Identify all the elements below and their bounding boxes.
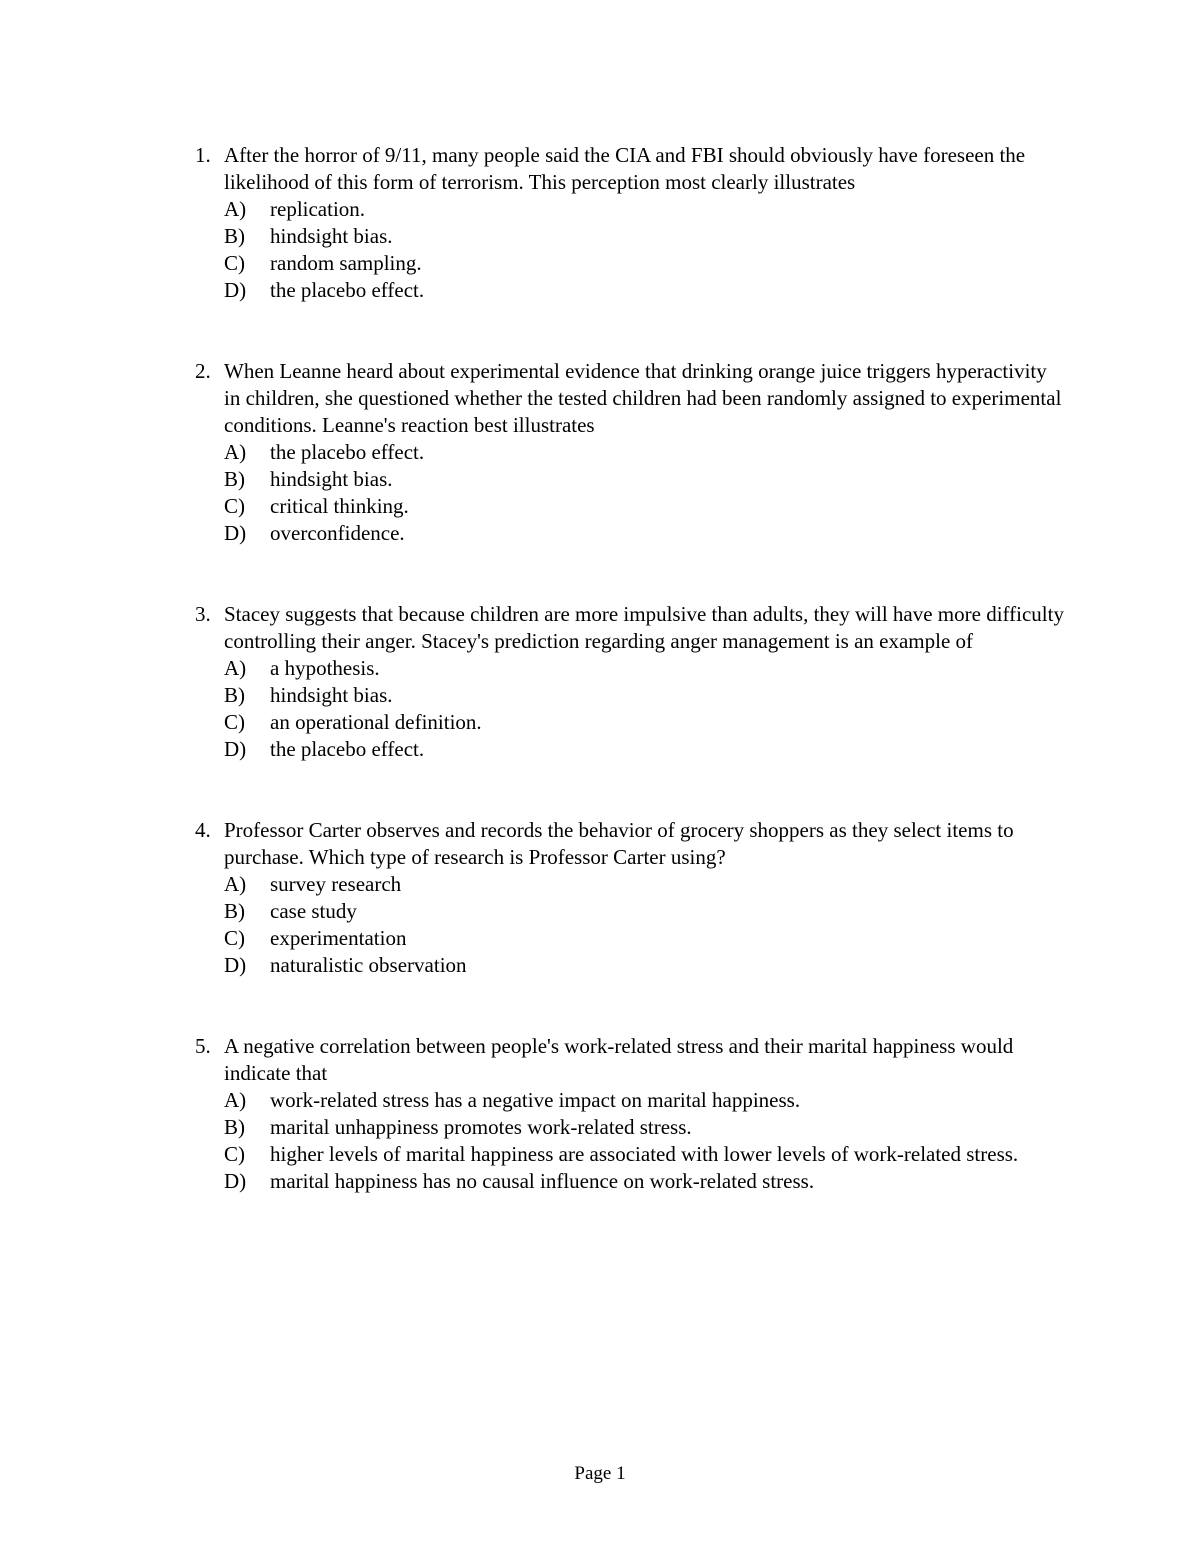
option-text: overconfidence. <box>270 521 405 545</box>
answer-option-b <box>224 1114 1065 1141</box>
question-number: 3. <box>195 602 211 626</box>
question-number: 2. <box>195 359 211 383</box>
option-text: the placebo effect. <box>270 278 425 302</box>
answer-option-d <box>224 277 1065 304</box>
answer-option-d <box>224 1168 1065 1195</box>
question-4 <box>195 817 1065 979</box>
option-text: critical thinking. <box>270 494 409 518</box>
option-letter: D) <box>224 278 247 302</box>
option-text: case study <box>270 899 357 923</box>
question-stem: Professor Carter observes and records the behavior of grocery shoppers as they select items to purchase. Which type of research is Professor Carter using? <box>224 818 1014 869</box>
question-3 <box>195 601 1065 763</box>
answer-option-a <box>224 871 1065 898</box>
question-number: 4. <box>195 818 211 842</box>
answer-options <box>224 439 1065 547</box>
answer-option-d <box>224 952 1065 979</box>
option-text: a hypothesis. <box>270 656 380 680</box>
option-letter: B) <box>224 683 245 707</box>
option-letter: B) <box>224 1115 245 1139</box>
option-letter: A) <box>224 1088 247 1112</box>
answer-option-d <box>224 520 1065 547</box>
answer-option-a <box>224 1087 1065 1114</box>
option-letter: B) <box>224 899 245 923</box>
option-letter: A) <box>224 197 247 221</box>
option-text: the placebo effect. <box>270 440 425 464</box>
answer-options <box>224 871 1065 979</box>
option-text: work-related stress has a negative impact on marital happiness. <box>270 1088 801 1112</box>
option-letter: D) <box>224 737 247 761</box>
option-text: hindsight bias. <box>270 467 393 491</box>
question-number: 5. <box>195 1034 211 1058</box>
answer-option-c <box>224 925 1065 952</box>
option-letter: C) <box>224 926 245 950</box>
option-letter: A) <box>224 872 247 896</box>
answer-option-c <box>224 250 1065 277</box>
option-text: higher levels of marital happiness are associated with lower levels of work-related stress. <box>270 1142 1019 1166</box>
option-text: random sampling. <box>270 251 422 275</box>
option-text: marital happiness has no causal influence on work-related stress. <box>270 1169 815 1193</box>
option-letter: C) <box>224 710 245 734</box>
question-2 <box>195 358 1065 547</box>
answer-option-d <box>224 736 1065 763</box>
answer-option-a <box>224 439 1065 466</box>
answer-options <box>224 1087 1065 1195</box>
question-stem: A negative correlation between people's work-related stress and their marital happiness would indicate that <box>224 1034 1014 1085</box>
option-letter: A) <box>224 656 247 680</box>
option-text: an operational definition. <box>270 710 482 734</box>
option-letter: D) <box>224 953 247 977</box>
answer-option-c <box>224 709 1065 736</box>
option-text: replication. <box>270 197 366 221</box>
answer-option-b <box>224 466 1065 493</box>
answer-options <box>224 655 1065 763</box>
option-text: marital unhappiness promotes work-related stress. <box>270 1115 692 1139</box>
option-text: naturalistic observation <box>270 953 467 977</box>
answer-option-c <box>224 493 1065 520</box>
option-text: experimentation <box>270 926 407 950</box>
answer-option-c <box>224 1141 1065 1168</box>
answer-option-a <box>224 196 1065 223</box>
option-letter: B) <box>224 224 245 248</box>
option-text: hindsight bias. <box>270 683 393 707</box>
question-stem: After the horror of 9/11, many people said the CIA and FBI should obviously have foreseen the likelihood of this form of terrorism. This perception most clearly illustrates <box>224 143 1026 194</box>
option-letter: D) <box>224 1169 247 1193</box>
option-letter: A) <box>224 440 247 464</box>
option-text: the placebo effect. <box>270 737 425 761</box>
answer-options <box>224 196 1065 304</box>
question-stem: When Leanne heard about experimental evidence that drinking orange juice triggers hyperactivity in children, she questioned whether the tested children had been randomly assigned to experimental conditions. Leanne's reaction best illustrates <box>224 359 1062 437</box>
option-letter: B) <box>224 467 245 491</box>
question-stem: Stacey suggests that because children are more impulsive than adults, they will have more difficulty controlling their anger. Stacey's prediction regarding anger management is an example of <box>224 602 1064 653</box>
option-text: survey research <box>270 872 402 896</box>
answer-option-b <box>224 898 1065 925</box>
document-page <box>0 142 1200 1249</box>
option-letter: C) <box>224 494 245 518</box>
answer-option-b <box>224 223 1065 250</box>
answer-option-a <box>224 655 1065 682</box>
option-letter: D) <box>224 521 247 545</box>
page-number: Page 1 <box>574 1463 626 1484</box>
option-letter: C) <box>224 251 245 275</box>
option-letter: C) <box>224 1142 245 1166</box>
question-1 <box>195 142 1065 304</box>
question-number: 1. <box>195 143 211 167</box>
answer-option-b <box>224 682 1065 709</box>
question-5 <box>195 1033 1065 1195</box>
option-text: hindsight bias. <box>270 224 393 248</box>
